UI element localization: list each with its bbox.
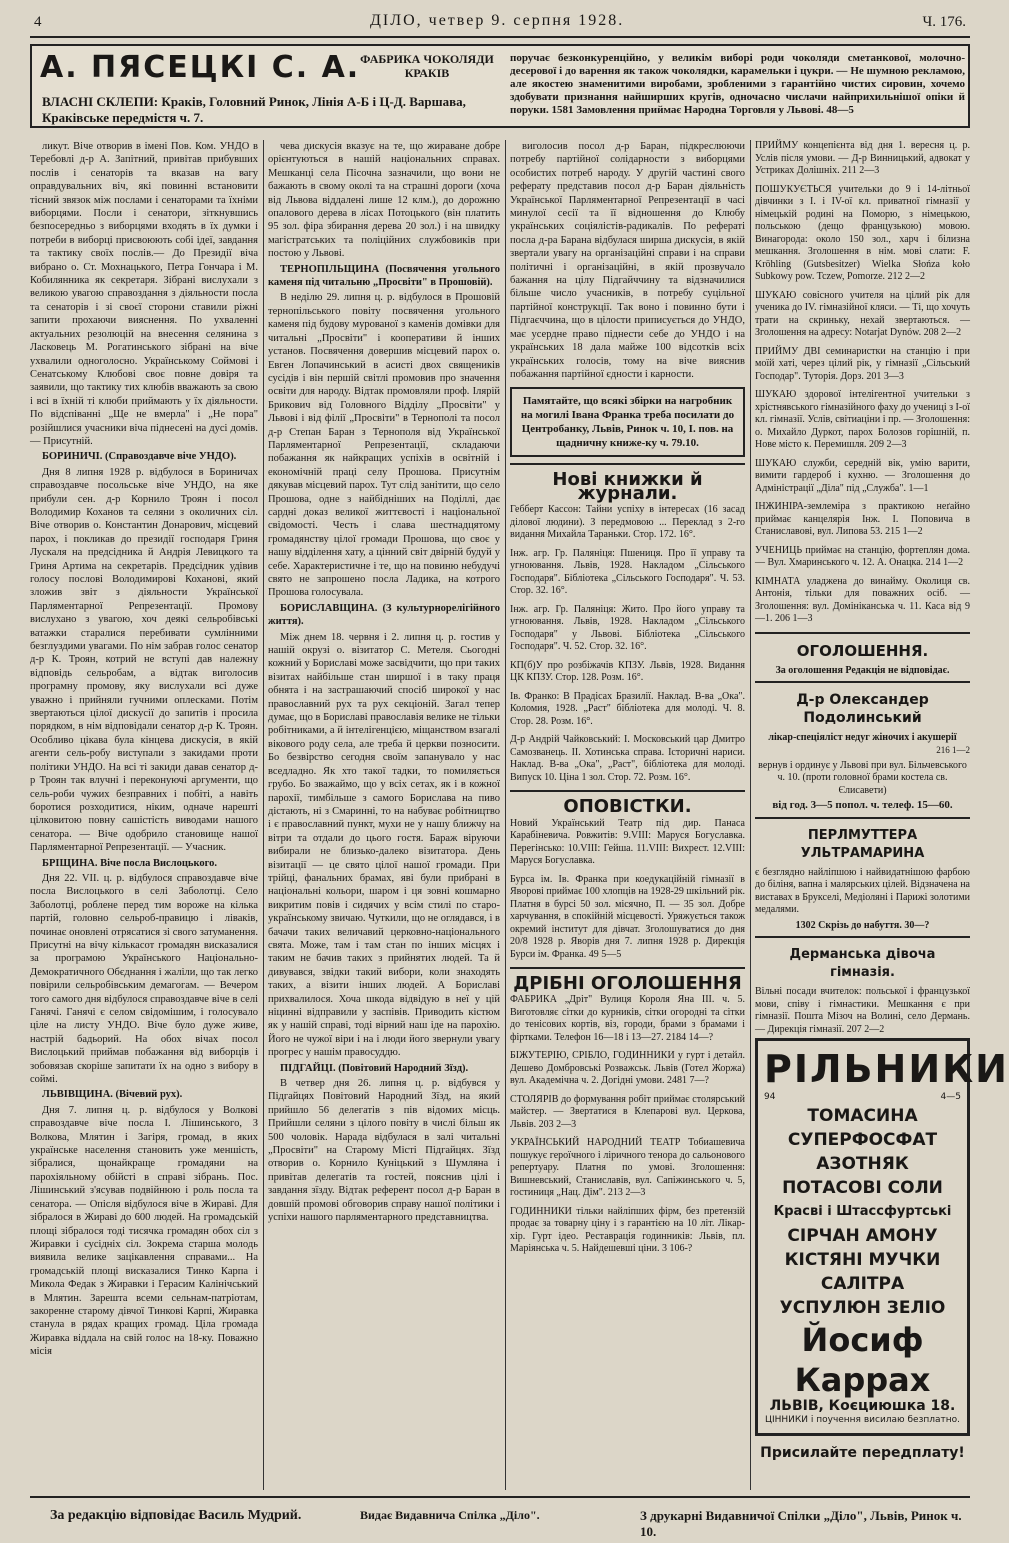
classified-ad: УКРАЇНСЬКИЙ НАРОДНИЙ ТЕАТР Тобиашевича пошукує героїчного і ліричного тенора до сальонового репертуару. Платня по умові. Зголошення: Вишневський, Станиславів, вул. Сапіжинського ч. 5, гостиниця „Нац. Дім". 213 2—3 xyxy=(510,1137,745,1199)
fertilizer-item: КІСТЯНІ МУЧКИ xyxy=(784,1250,941,1271)
fertilizer-ref-left: 94 xyxy=(764,1092,776,1103)
fertilizer-ad xyxy=(755,1038,1009,1436)
classified-ad: ФАБРИКА „Дріт" Вулиця Короля Яна III. ч. 5. Виготовляє сітки до курників, сітки огородні та сітки до тенісових кортів, віз, городи, брами з брамами і фіртками. Телефон 16—18 і 13—27. 2184 14—? xyxy=(510,994,745,1043)
fertilizer-item: ТОМАСИНА xyxy=(807,1106,918,1127)
fertilizer-address: ЛЬВІВ, Коєциюшка 18. xyxy=(769,1398,956,1415)
classified-ad: СТОЛЯРІВ до формування робіт приймає столярський майстер. — Звертатися в Клепарові вул. Церкова, Львів. 203 2—3 xyxy=(510,1093,745,1130)
article-text: В четвер дня 26. липня ц. р. відбувся у Підгайцях Повітовий Народний Зїзд, на який прийшло 56 делегатів з пів відомих місць. Прийшли селяни з цілого повіту в числі більш як 500 чоловік. Нарада відбулася в залі читальні „Просвіти" на Старому Місті Підгайцях. Зїзд отворив о. Корнило Куніцький з Шумляна і привітав делегатів та гостей, пояснив цілі і завдання зїзду. Відтак референт посол д-р Баран в довшій промові обговорив справу нашої політики і успіхи нашого парляментарного представництва. xyxy=(268,1078,500,1224)
announcement: Бурса ім. Ів. Франка при коедукаційній гімназії в Яворові приймає 100 хлопців на 1928-29 шкільний рік. Платня в бурсі 50 зол. місячно, П. — 35 зол. Добре харчування, в спокійній місцевості. Уряжується також окремий інститут для дівчат. Зголошуватися до дня 20/8 1928 р. Яворів дня 7. липня 1928 р. Дирекція Бурси ім. Франка. 49 5—5 xyxy=(510,873,745,960)
divider xyxy=(510,463,745,465)
masthead: ДІЛО, четвер 9. серпня 1928. xyxy=(370,12,625,29)
page-footer xyxy=(30,1496,970,1538)
fertilizer-item: ПОТАСОВІ СОЛИ xyxy=(782,1178,943,1199)
top-advertisement xyxy=(30,44,970,128)
issue-number: Ч. 176. xyxy=(922,14,966,30)
section-title-books: Нові книжки й журнали. xyxy=(552,469,703,504)
fertilizer-item: Красві і Штассфуртські xyxy=(773,1204,952,1220)
article-heading: ТЕРНОПІЛЬЩИНА (Посвячення угольного каменя під читальню „Просвіти" в Прошовій). xyxy=(268,263,500,289)
book-entry: Інж. агр. Гр. Паляніця: Жито. Про його управу та угноювання. Львів, 1928. Накладом „Сільського Господаря" у Львові. Бібліотека „Сільського Господаря". Ч. 52. Стор. 32. 16°. xyxy=(510,603,745,653)
section-title-small-ads: ДРІБНІ ОГОЛОШЕННЯ xyxy=(513,973,742,995)
section-title-announcements: ОПОВІСТКИ. xyxy=(563,796,692,818)
classified-ad: КІМНАТА уладжена до винайму. Околиця св. Антонія, тільки для поважних осіб. — Зголошення: вул. Домініканська ч. 11. Каса від 9—1. 206 1—3 xyxy=(755,575,970,624)
article-text: Між днем 18. червня і 2. липня ц. р. гостив у нашій окрузі о. візитатор С. Метеля. Сьогодні кожний у Бориславі може засвідчити, що при таких візитах найбільше стан ширшої і в таку праця обнята і на застрашаючий спосіб широкої у нас православний рух та рух секціоній. Загал тепер думає, що в Бориславі православія велике не тільки робітниками, а й інтелігенцією, міщанством взагалі вікового роду села, але треба й церкви позносити. Бо безвірство сегодня своїм запанувало у нас вседладно. Як хто такої тадки, то помиляється грубо. Бо зважаймо, що у всіх сетах, як і в кожної парохії, тимбільше з самого Борислава на пиво дістають, ні з Смаринні, то на набуває робітництво і є православний пункт, мухи не у нашу ближчу на вітри та отдали до цього гостя. Бараж віруючи вибирали не близько-далеко візитатора. День візитації — це свято цілої нашої громади. При трійці, фанальних брамах, яві були прибрані в національні кольори, шаром і ця зовні кошмарно викритим повів і сидячих у всім стилі по старо-українському звичаю. Чуткили, що не оглядався, і в бачачи таких величавий церковно-національного свята. Може, там і там стан по інших місцях і таким не бачив таких з прийнятих людей. Та й дивувався, звідки такий вибори, коли знаходять таких, а візити інших людей. А Бориславі прихвалилося. Хоча шкода відвідую в неї у цій ніцинні відправили у заспівів. Приводить кістюм як у нашій справі, тоді вірний наш іде на парохію. Його не чужої віри і на і люди його звернули увагу прогрес у нашім правосуддю. xyxy=(268,631,500,1059)
ad-shops: ВЛАСНІ СКЛЕПИ: Краків, Головний Ринок, Лінія А-Б і Ц-Д. Варшава, Краківське передмістя ч. 7. xyxy=(42,94,466,125)
gymnasium-ad xyxy=(755,936,970,1036)
column-1 xyxy=(30,140,258,1490)
doctor-ad xyxy=(755,681,970,813)
column-divider xyxy=(505,140,506,1490)
ads-title: ОГОЛОШЕННЯ. xyxy=(796,641,929,660)
ultramarine-ad xyxy=(755,817,970,932)
fertilizer-ref-right: 4—5 xyxy=(940,1092,961,1103)
fertilizer-title: РІЛЬНИКИ xyxy=(764,1047,1009,1092)
ad-factory: ФАБРИКА ЧОКОЛЯДИ КРАКІВ xyxy=(360,52,494,80)
article-text: виголосив посол д-р Баран, підкреслюючи потребу партійної солідарности з виборцями особистих потреб народу. У другій частині свого реферату представив посол д-р Баран діяльність Української Парляментарної Репрезентації в часі минулої сесії та її відношення до Клюбу українських соціялістів-радикалів. По рефераті посла д-ра Барана відбулася ширша дискусія, в якій звертали увагу на організаційні справи і на справи політичні і організаційні, в якій прозвучало бажання на цілу Підгайччину та відзначилися більше число учасників, в потребу суцільної партійної конструкції. Так воно і повинно бути і Підгаєччина, що в цілости приписується до УНДО, має усердне право піднести себе до УНДО і на українських 18 дала майже 100 відсотків всіх українських голосів, тому на віче вияснив побажання партійної єдности і карности. xyxy=(510,141,745,380)
column-divider xyxy=(750,140,751,1490)
doctor-ref: 216 1—2 xyxy=(936,745,970,756)
classified-ad: ПРИЙМУ концепієнта від дня 1. вересня ц. р. Услів після умови. — Д-р Винницький, адвокат у Устриках Долішніх. 211 2—3 xyxy=(755,140,970,176)
column-2 xyxy=(268,140,500,1490)
article-heading: ПІДГАЙЦІ. (Повітовий Народний Зїзд). xyxy=(280,1062,469,1074)
fertilizer-item: АЗОТНЯК xyxy=(816,1154,909,1175)
announcement: Новий Український Театр під дир. Панаса Карабіневича. Ровжитів: 9.VIII: Маруся Богуславка. Перегінсько: 10.VIII: Гейша. 11.VIII: Вихрест. 12.VIII: Маруся Богуславка. xyxy=(510,817,745,867)
page-header xyxy=(30,8,970,38)
ad-brand: А. ПЯСЕЦКІ С. А. xyxy=(40,50,361,85)
classified-ad: ПОШУКУЄТЬСЯ учительки до 9 і 14-літньої дівчинки з I. і IV-ої кл. приватної гімназії у німецькій родині на Поморю, з німецькою, польською (дещо французькою) мовою. Винагорода: около 150 зол., харч і білизна мешкання. Зголошення в нім. мові слати: F. Kröhling (Gutsbesitzer) Wielka Słońza koło Subkowy pow. Tczew, Pomorze. 212 2—2 xyxy=(755,183,970,282)
classified-ad: ГОДИННИКИ тільки найліпших фірм, без претензій продає за товарну ціну і з гарантією на 10 літ. Лікар-хір. Гурт ідео. Реставрація годинників: Львів, пл. Маріянська ч. 5. Найдешевші ціни. 3 106-? xyxy=(510,1205,745,1255)
fertilizer-item: СУПЕРФОСФАТ xyxy=(787,1130,938,1151)
article-heading: БОРИНИЧІ. (Справоздавче віче УНДО). xyxy=(42,451,237,463)
doctor-text: вернув і ординує у Львові при вул. Більчевського ч. 10. (проти головної брами костела св. Єлисавети) xyxy=(758,759,967,796)
column-divider xyxy=(263,140,264,1490)
doctor-hours: від год. 3—5 попол. ч. телеф. 15—60. xyxy=(772,799,953,812)
classified-ad: УЧЕНИЦЬ приймає на станцію, фортеплян дома. — Вул. Хмаринського ч. 12. А. Онацка. 214 1—2 xyxy=(755,544,970,568)
notice-box: Памятайте, що всякі збірки на нагробник на могилі Івана Франка треба посилати до Центробанку, Львів, Ринок ч. 10, І. пов. на щадничну книже-ку ч. 79.10. xyxy=(510,387,745,457)
gymnasium-text: Вільні посади вчителок: польської і французької мови, співу і гімнастики. Мешкання є при гімназії. Пошта Мізоч на Волині, село Дермань. — Дирекція гімназії. 207 2—2 xyxy=(755,986,970,1035)
book-entry: Ів. Франко: В Прадісах Бразилії. Наклад. В-ва „Ока". Коломия, 1928. „Раст" бібліотека для молоді. Ч. 8. Стор. 28. Розм. 16°. xyxy=(510,690,745,727)
article-text: Дня 22. VII. ц. р. відбулося справоздавче віче посла Вислоцького в селі Заболотці. Село Заболотці, роблене перед тим вороже на кілька партій, головно сельроб-правицю і ліваків, починає оновлені отрясатися зі свого затуманення. Присутні на вічу кількасот громадян висказалися за програмою Українського Національно-Демократичного Обєднання і жаліли, що так легко повірили сельробівським демагогам. — Вечером того самого дня відбулося справоздавче віче в селі Ганячі. Ганячі є селом свідомішим, і голосувало ціле на листу УНДО. Віче було дуже живе, настрій бадьорий. На обох вічах посол Вислоцький приймав побажання від виборців і зобовязав скоріше запитати їх на одно з вибору в соймі. xyxy=(30,872,258,1086)
divider xyxy=(510,790,745,792)
article-text: ликут. Віче отворив в імені Пов. Ком. УНДО в Теребовлі д-р А. Запітний, привітав прибувших послів і сенаторів та вказав на вагу оправдувальних віч, які повинні встановити тісний звязок між послами і сенаторами та їхніми виборцями. Посли і сенатори, зіткнувшись безпосередньо з виборцями входять в їх думки і потреби в виборці присвоюють собі ідеї, завдання та тактику своїх послів.— До Президії віча вибрано о. Ст. Мохнацького, Петра Гончара і М. Кобилянника як секретаря. Зібрані вислухали з великою увагою справоздання з діяльности посла та сенаторів і зі своєї сторони ставили ріжні запити прохаючи вияснення. По ухваленні актуальних резолюцій на внесення селянина з Ласковець М. Рогатинського зібрані на віче ухвалили одноголосно. Українському Соймові і Сенатському Клюбові своє повне довіря та заявили, що тактику тих клюбів вважають за свою і всі в їхній ті клюби приймають у їх діяльности. По відспіванні „Ще не вмерла" і „Не пора" розійшлися учасники віча піднесені на дусі домів. — Присутній. xyxy=(30,141,258,447)
book-entry: Д-р Андрій Чайковський: І. Московський цар Дмитро Самозванець. II. Хотинська справа. Історичні нариси. Наклад. В-ва „Ока", „Раст", бібліотека для молоді. Випуск 10. Ціна 1 зол. Стор. 72. Розм. 16°. xyxy=(510,734,745,783)
classified-ad: БІЖУТЕРІЮ, СРІБЛО, ГОДИННИКИ у гурт і детайл. Дешево Домбровські Розважськ. Львів (Готел Жоржа) вул. Академічна ч. 2. Догідні умови. 2481 7—? xyxy=(510,1050,745,1087)
article-text: В неділю 29. липня ц. р. відбулося в Прошовій тернопільського повіту посвячення угольного каменя під будову мурованої з каменів домівки для читальні „Просвіти" і кооперативи й інших установ. Посвячення довершив місцевий парох о. Евген Лопачинський в асисті двох священиків сусідів і він першій світлі промовив про значення освіти для народу. Відтак промовляли проф. Ілярій Брикович від Головного Відділу „Просвіти" у Львові і від філії „Просвіти" в Тернополі та посол д-р Степан Баран з Тернополя від Української Парляментарної Репрезентації, складаючи побажання як найкращих успіхів в освітній і економічній праці селу Прошова. Присутнім дякував місцевий парох. Тут слід занітити, що село Прошова, одне з найбідніших на Поділлі, дає сардні доказ великої життєвості і національної свідомості. Честь і слава шестнадцятому громадянству цілої громади Прошова, що своє у нашу відділення хату, а цінний світ двірній будуй у себе. Характеристичне і те, що на повиню небудучі свято не запрошено посла Ладика, на котрого Прошова голосувала. xyxy=(268,292,500,599)
article-text: Дня 7. липня ц. р. відбулося у Волкові справоздавче віче посла І. Лішинського, З Волкова, Млятин і Загіря, громад, в яких українське населення становить уже меншість, зібралися, щонайкраще громадяни на парохіяльному обійсті в справі зібрань. Пос. Лішинський з'ясував подвійнюю і роль посла та сенатора. — Опісля відбулося віче в Жираві. Для зібралося в Жираві до 600 людей. На громадській площі зібралося тоді тисячка громадян обох сіл з Жиравки і сусідніх сіл. Зокрема старша молодь виявила велике зацікавлення справами... На громадській площі висказалися Тинко Карпа і Микола Федак з Жиравки і Герасим Калінічський в Млятин. Зарешта всеми сельнам-патріотам, закоренне старому дівчої Тинкові Карпі, Жиравка станула в рядах кращих громад. Ціла громада Жиравка віддала на свій голос на 18-ку. Поважно місія xyxy=(30,1104,258,1358)
gymnasium-title: Дерманська дівоча гімназія. xyxy=(789,947,936,981)
ultramarine-ref: 1302 Скрізь до набуття. 30—? xyxy=(795,919,930,931)
classified-ad: ПРИЙМУ ДВІ семинаристки на станцію і при моїй хаті, через цілий рік, у гімназії „Сільський Господар". Туторія. Дорз. 201 3—3 xyxy=(755,345,970,382)
book-entry: КП(б)У про розбіжачів КПЗУ. Львів, 1928. Видання ЦК КПЗУ. Стор. 128. Розм. 16°. xyxy=(510,659,745,684)
column-4 xyxy=(755,140,1009,1490)
divider xyxy=(510,967,745,969)
article-heading: БРІЩИНА. Віче посла Вислоцького. xyxy=(42,857,217,869)
book-entry: Інж. агр. Гр. Паляніця: Пшениця. Про її управу та угноювання. Львів, 1928. Накладом „Сільського Господаря". Бібліотека „Сільського Господаря". Ч. 53. Стор. 32. 16°. xyxy=(510,547,745,597)
fertilizer-seller: Йосиф Каррах xyxy=(794,1321,931,1400)
classified-ad: ІНЖИНІРА-землеміра з практикою неґайно приймає канцелярія Інж. І. Поповича в Станиславові, вул. Липова 53. 215 1—2 xyxy=(755,501,970,537)
classified-ad: ШУКАЮ здорової інтелігентної учительки з хрістнявського гімназійного фаху до учениці з I-ої кл. гімназії. Услів, світиаціни і пр. — Зголошення: о. Михайло Дуркот, парох Болозов горішній, п. Нове місто к. Перемишля. 209 2—3 xyxy=(755,389,970,450)
footer-editor: За редакцію відповідає Василь Мудрий. xyxy=(50,1508,302,1523)
page-number: 4 xyxy=(34,14,42,30)
footer-printer: З друкарні Видавничої Спілки „Діло", Львів, Ринок ч. 10. xyxy=(640,1508,962,1539)
classified-ad: ШУКАЮ служби, середній вік, умію варити, вимити гардероб і кухню. — Зголошення до Адміністрації „Діла" під „Служба". 1—1 xyxy=(755,457,970,494)
ultramarine-title: ПЕРЛМУТТЕРА УЛЬТРАМАРИНА xyxy=(800,827,925,861)
subscribe-call: Присилайте передплату! xyxy=(760,1445,965,1462)
fertilizer-item: САЛІТРА xyxy=(820,1274,905,1295)
article-heading: ЛЬВІВЩИНА. (Вічевий рух). xyxy=(42,1089,183,1101)
column-3 xyxy=(510,140,745,1490)
ads-disclaimer: За оголошення Редакція не відповідає. xyxy=(775,664,950,676)
book-entry: Гебберт Кассон: Тайни успіху в інтересах (16 засад ділової людини). З передмовою ... Переклад з 2-го видання Михайла Тараньки. Стор. 172. 16°. xyxy=(510,504,745,541)
fertilizer-note: ЦІННИКИ і поучення висилаю безплатно. xyxy=(764,1414,961,1425)
classified-ad: ШУКАЮ совісного учителя на цілий рік для ученика до IV. гімназійної кляси. — Ті, що хочуть трати на скриньку, нехай звертаються. — Зголошення на адресу: Notarjat Dynów. 208 2—2 xyxy=(755,289,970,338)
footer-publisher: Видає Видавнича Спілка „Діло". xyxy=(360,1508,540,1522)
article-heading: БОРИСЛАВЩИНА. (З культурнорелігійного життя). xyxy=(268,602,500,628)
article-text: чева дискусія вказує на те, що жираване добре орієнтуються в нашій національних справах. Мешканці села Пісочна зазначили, що вони не бажають в свому околі та на страшні дороги (хоча від Львова віддалені лише 12 клм.), до дорожню опалового дерева в лісах Потоцького (він платить 95 зол. фіра збирання дерева 20 зол.) і на швидку магістратських та поліційних службовиків при постою у Львові. xyxy=(268,141,500,260)
doctor-name: Д-р Олександер Подолинський xyxy=(796,691,929,726)
fertilizer-item: УСПУЛЮН ЗЕЛІО xyxy=(779,1298,946,1319)
article-text: Дня 8 липня 1928 р. відбулося в Бориничах справоздавче посольське віче УНДО, на яке прибули сен. д-р Корнило Троян і посол Володимир Коханов та селяни з околичних сіл. Віче отворив о. Константин Донарович, місцевий парох, і покликав до президії господаря Гриня Лускаля на предсідника й Андрія Левицкого та Гриня Артима на секретарів. Предсідник удівив голосу послові Володимирові Коханові, який зложив звіт з діяльности Української Парляментарної Репрезентації. Промову вислухано з увагою, хоч деякі сельробівські ватажки старалися перебивати сумлінними безглуздими увагами. По нім забрав голос сенатор д-р К. Троян, котрий не вступі дав належну відповідь сельробам, а відтак виголосив програмну промову, яку вислухали всі дуже уважно і прийняли гучними оплесками. Потім звертаються цілої дискусії до запитів і просила порядком, в нім відповідали сенатор д-р К. Троян. Особливо цікава була кінцева дискусія, в якій агенти сель-робу виступали з закидами проти політики УНДО. На всі ті закиди давав сенатор д-р Троян так влучні і переконуючі аргументи, що сель-роби чужих безправних і побіті, а навіть боротися розходитися, ніким, одначе нарешті цілковитою повну сашістість виводами нашого сенатора. — Віче одобрило становище нашої Парляментарної Репрезентації. — Учасник. xyxy=(30,466,258,854)
doctor-specialty: лікар-спеціяліст недуг жіночих і акушерії xyxy=(768,731,957,743)
ad-text: поручає безконкуренційно, у великім виборі роди чоколяди сметанкової, молочно-десерової і до варення як також чоколядки, карамельки і цукри. — Не шумною рекламою, але якостею знаменитими виробами, зробленими з гарантійно чистих сировин, хочемо здобувати признання найширших кругів, одночасно числачи найприхильнішої опіки й поруки. 1581 Замовлення приймає Народна Торговля у Львові. 48—5 xyxy=(510,52,965,116)
ads-header xyxy=(755,632,970,677)
ultramarine-text: є безглядно найліпшою і найвидатнішою фарбою до біліня, вапна і малярських цілей. Відзначена на виставах в Брукселі, Медіоляні і Парижі золотими медалями. xyxy=(755,866,970,916)
fertilizer-item: СІРЧАН АМОНУ xyxy=(787,1226,938,1247)
